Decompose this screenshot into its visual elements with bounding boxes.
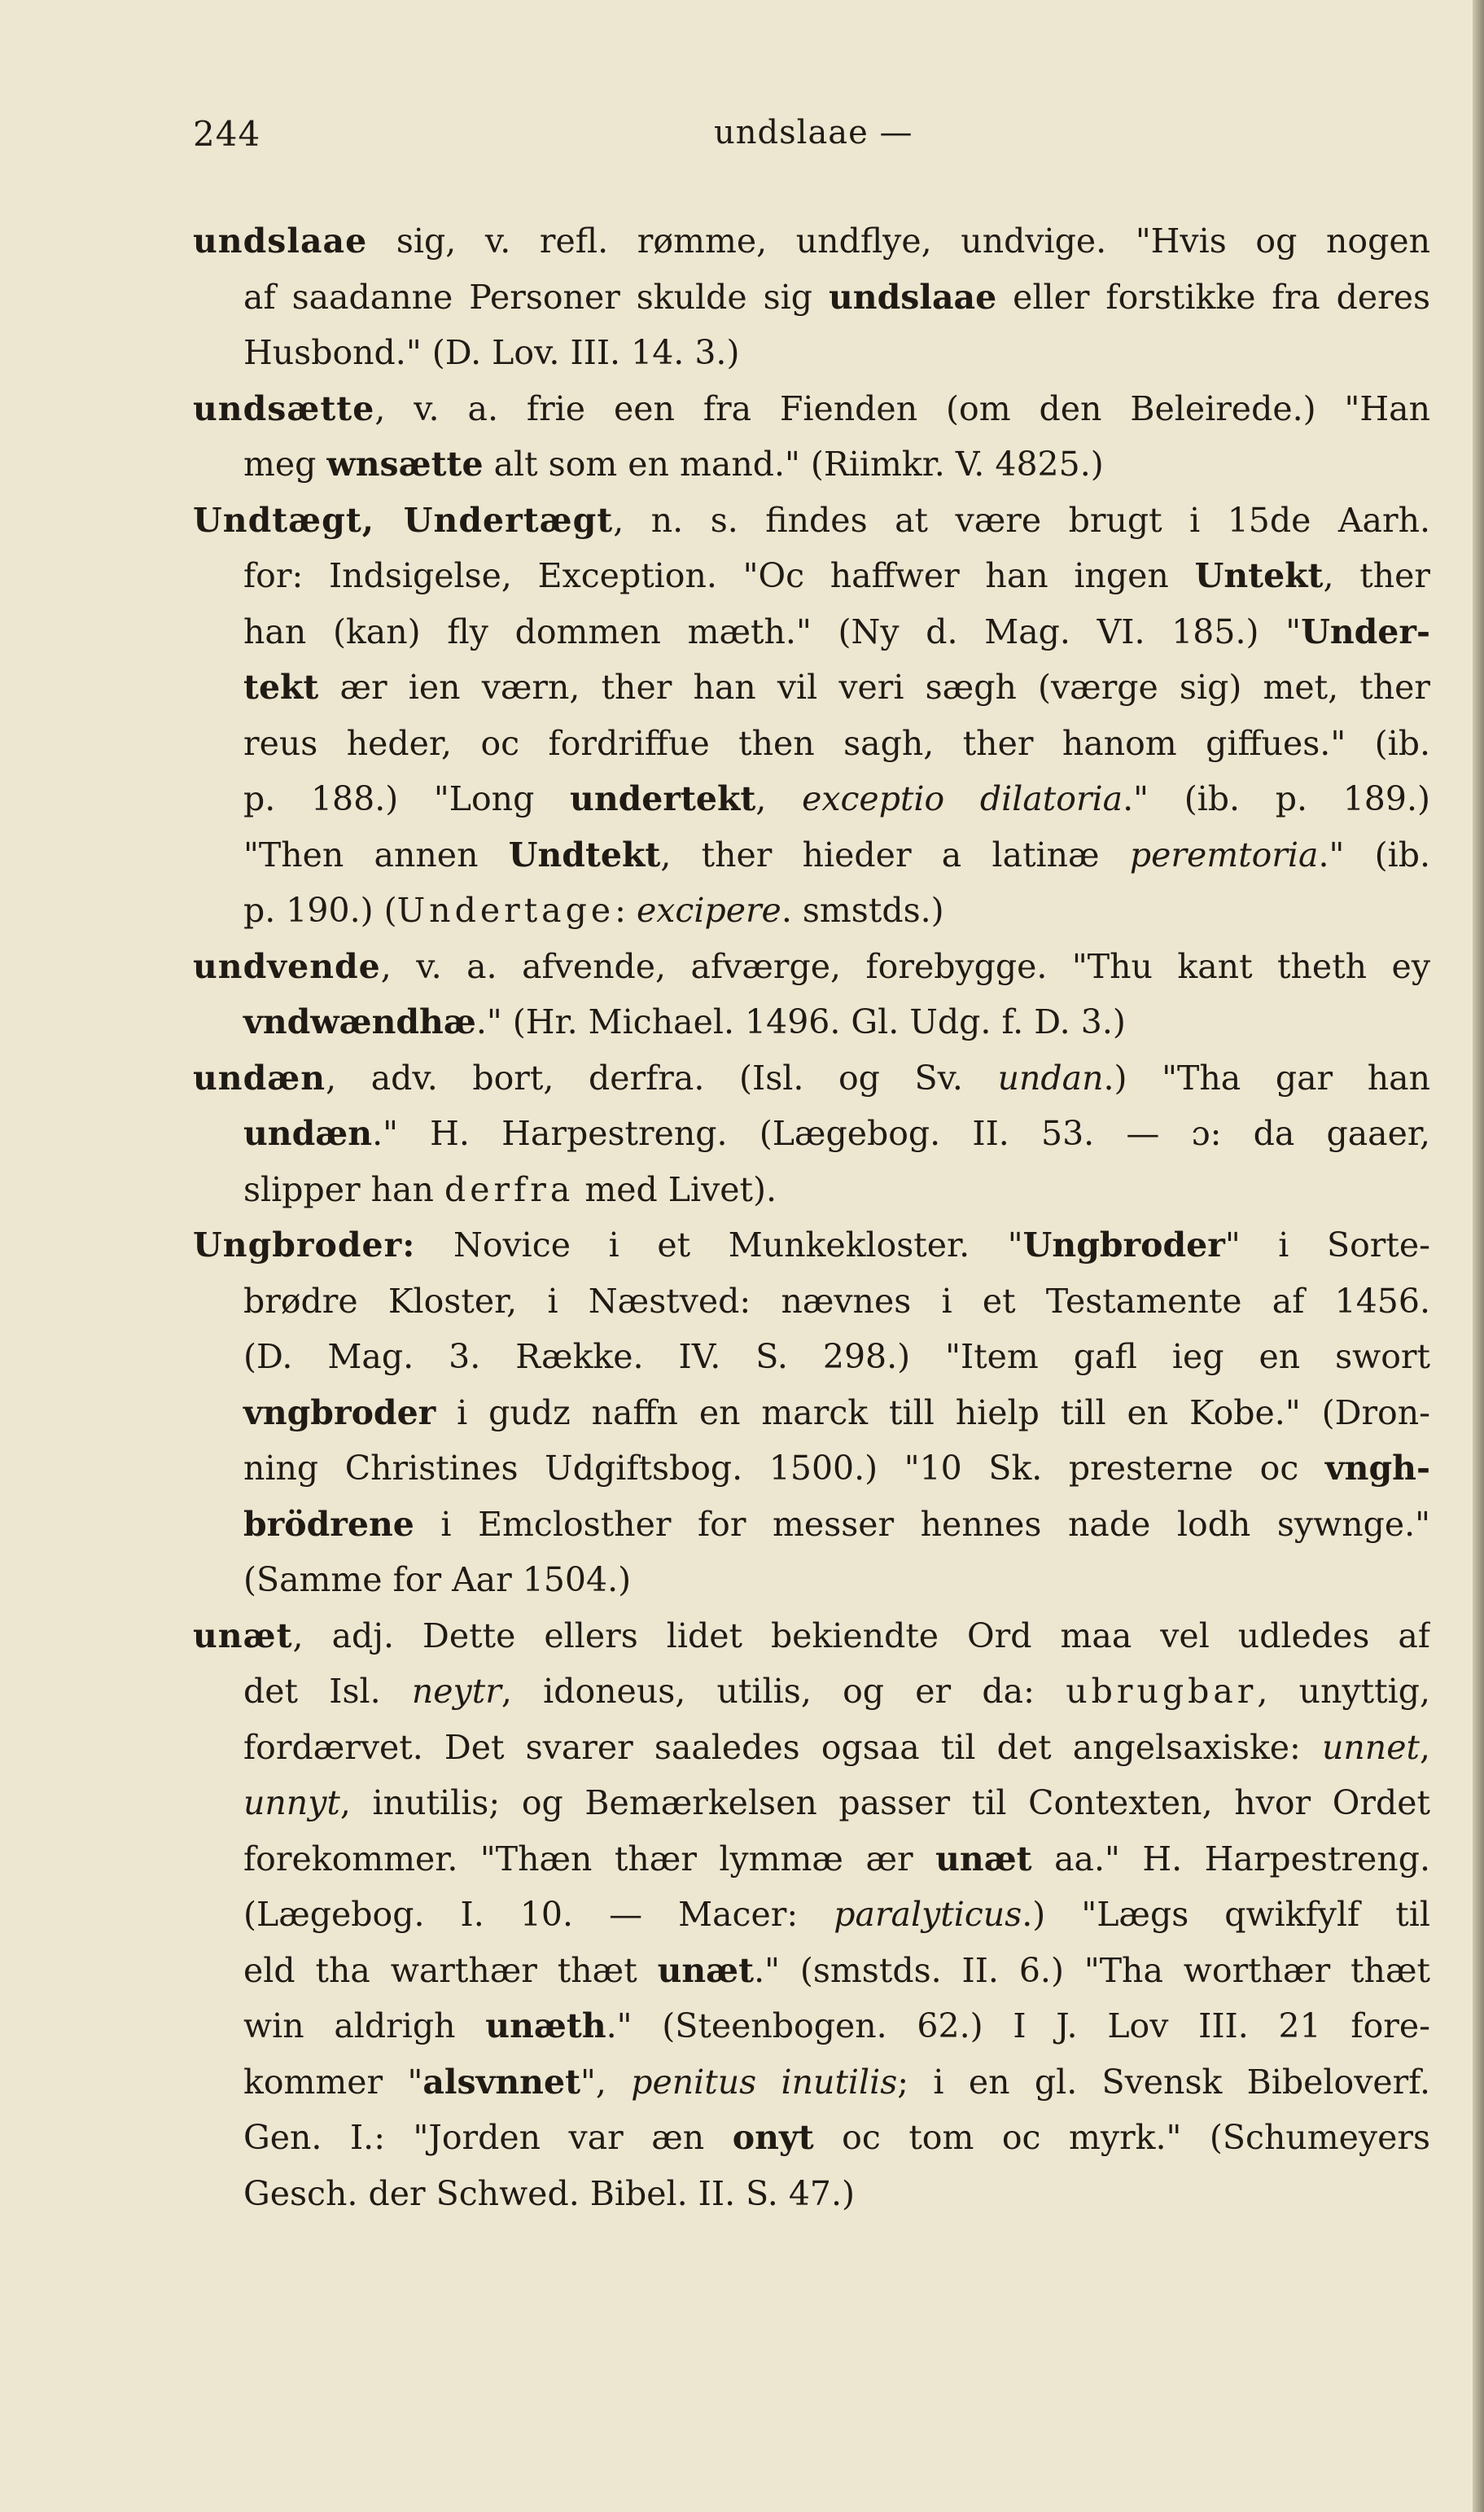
quoted-form: undæn (243, 1114, 373, 1153)
entry-text: fordærvet. Det svarer saaledes ogsaa til det angelsaxiske: (243, 1727, 1322, 1767)
text-line (193, 1274, 1430, 1330)
quoted-form: tekt (243, 668, 319, 707)
headword: unæt (193, 1615, 293, 1655)
entry-text: , (1419, 1727, 1430, 1767)
entry-text: aa." H. Harpestreng. (1031, 1839, 1430, 1879)
entry-text: eller forstikke fra deres (996, 277, 1430, 317)
entry-text: brødre Kloster, i Næstved: nævnes i et Testamente af 1456. (243, 1281, 1430, 1321)
latin-term: undan (997, 1058, 1104, 1098)
latin-term: paralyticus (834, 1895, 1022, 1934)
entry-text: Gen. I.: "Jorden var æn (243, 2118, 733, 2157)
text-line (193, 381, 1430, 437)
headword: undvende (193, 946, 381, 986)
text-line (193, 213, 1430, 270)
entry-text: oc tom oc myrk." (Schumeyers (813, 2118, 1430, 2157)
text-line (193, 1497, 1430, 1553)
text-line (193, 1720, 1430, 1776)
text-line (193, 883, 1430, 939)
entry-text: eld tha warthær thæt (243, 1950, 658, 1990)
headword: Undtægt, Undertægt (193, 500, 614, 540)
entry-text: , n. s. findes at være brugt i 15de Aarh. (613, 500, 1430, 540)
text-line (193, 1775, 1430, 1831)
text-line (193, 1887, 1430, 1943)
entry-text: p. 190.) ( (243, 891, 397, 930)
entry-text: win aldrigh (243, 2006, 486, 2045)
quoted-form: Untekt (1194, 556, 1324, 595)
entry-text: (D. Mag. 3. Række. IV. S. 298.) "Item gafl ieg en swort (243, 1337, 1430, 1376)
quoted-form: vngh- (1324, 1449, 1430, 1488)
entry-text: med Livet). (574, 1169, 777, 1209)
quoted-form: unæt (657, 1950, 755, 1990)
text-line (193, 994, 1430, 1050)
entry-text: Husbond." (D. Lov. III. 14. 3.) (243, 333, 740, 372)
text-line (193, 1943, 1430, 1999)
entry-text: , adj. Dette ellers lidet bekiendte Ord maa vel udledes af (292, 1615, 1430, 1655)
entry-text: (Lægebog. I. 10. — Macer: (243, 1895, 834, 1934)
entry-text: forekommer. "Thæn thær lymmæ ær (243, 1839, 936, 1879)
quoted-form: undslaae (829, 277, 997, 317)
text-line (193, 660, 1430, 716)
entry-text: ." H. Harpestreng. (Lægebog. II. 53. — ɔ: da gaaer, (372, 1114, 1430, 1153)
entry-text: ." (ib. (1318, 835, 1430, 875)
latin-term: penitus inutilis (631, 2062, 898, 2102)
entry-text: ", (580, 2062, 632, 2102)
entry-text: Novice i et Munkekloster. " (415, 1225, 1023, 1265)
page-number: 244 (193, 114, 261, 154)
text-line (193, 1050, 1430, 1107)
entry-text: ." (ib. p. 189.) (1123, 779, 1430, 818)
text-line (193, 939, 1430, 995)
entry-text: ær ien værn, ther han vil veri sægh (værge sig) met, ther (318, 668, 1430, 707)
entry-text: det Isl. (243, 1672, 412, 1711)
entry-text: kommer " (243, 2062, 423, 2102)
entry-text: ." (Hr. Michael. 1496. Gl. Udg. f. D. 3.) (475, 1002, 1126, 1041)
entry-text: , v. a. frie een fra Fienden (om den Beleirede.) "Han (374, 388, 1430, 428)
entry-text: ." (smstds. II. 6.) "Tha worthær thæt (754, 1950, 1430, 1990)
entry-text: , inutilis; og Bemærkelsen passer til Contexten, hvor Ordet (339, 1783, 1430, 1822)
latin-term: exceptio dilatoria (802, 779, 1123, 818)
entry-text: : (615, 891, 637, 930)
entry-text: , ther hieder a latinæ (660, 835, 1130, 875)
entry-text: sig, v. refl. rømme, undflye, undvige. "Hvis og nogen (367, 221, 1430, 261)
entry-text: af saadanne Personer skulde sig (243, 277, 829, 317)
text-line (193, 270, 1430, 326)
text-line (193, 1385, 1430, 1441)
headword: Ungbroder: (193, 1225, 416, 1265)
quoted-form: vndwændhæ (243, 1002, 476, 1041)
quoted-form: brödrene (243, 1504, 414, 1544)
entry-text: , adv. bort, derfra. (Isl. og Sv. (326, 1058, 998, 1098)
quoted-form: wnsætte (326, 445, 484, 484)
quoted-form: Undtekt (508, 835, 661, 875)
quoted-form: alsvnnet (422, 2062, 581, 2102)
text-line (193, 1106, 1430, 1162)
quoted-form: undertekt (570, 779, 756, 818)
entry-text: " i Sorte- (1224, 1225, 1430, 1265)
text-line (193, 1831, 1430, 1887)
entry-text: .) "Lægs qwikfylf til (1022, 1895, 1430, 1934)
spaced-term: Undertage (396, 891, 615, 930)
text-line (193, 2110, 1430, 2166)
entry-text: .) "Tha gar han (1103, 1058, 1430, 1098)
page-header (193, 114, 1430, 163)
spaced-term: ubrugbar (1066, 1672, 1258, 1711)
text-line (193, 325, 1430, 381)
latin-term: neytr (411, 1672, 501, 1711)
text-line (193, 436, 1430, 493)
entry-text: ; i en gl. Svensk Bibeloverf. (897, 2062, 1430, 2102)
text-line (193, 1664, 1430, 1720)
text-line (193, 2054, 1430, 2111)
headword: undslaae (193, 221, 368, 261)
entry-text: ." (Steenbogen. 62.) I J. Lov III. 21 fore- (606, 2006, 1430, 2045)
text-line (193, 1440, 1430, 1497)
entry-text: , idoneus, utilis, og er da: (501, 1672, 1066, 1711)
entry-text: (Samme for Aar 1504.) (243, 1560, 632, 1599)
entry-text: p. 188.) "Long (243, 779, 571, 818)
latin-term: excipere (636, 891, 781, 930)
quoted-form: Ungbroder (1022, 1225, 1225, 1265)
text-line (193, 1162, 1430, 1218)
text-line (193, 771, 1430, 827)
dictionary-entries (193, 213, 1430, 2221)
text-line (193, 716, 1430, 772)
text-line (193, 548, 1430, 604)
quoted-form: vngbroder (243, 1392, 436, 1432)
entry-text: slipper han (243, 1169, 444, 1209)
entry-text: Gesch. der Schwed. Bibel. II. S. 47.) (243, 2173, 856, 2213)
quoted-form: onyt (732, 2118, 814, 2157)
entry-text: alt som en mand." (Riimkr. V. 4825.) (483, 445, 1104, 484)
text-line (193, 1998, 1430, 2054)
latin-term: peremtoria (1129, 835, 1319, 875)
quoted-form: unæt (935, 1839, 1032, 1879)
entry-text: "Then annen (243, 835, 509, 875)
headword: undsætte (193, 388, 375, 428)
entry-text: meg (243, 445, 327, 484)
entry-text: han (kan) fly dommen mæth." (Ny d. Mag. VI. 185.) " (243, 612, 1302, 651)
entry-text: , unyttig, (1257, 1672, 1430, 1711)
quoted-form: Under- (1301, 612, 1430, 651)
text-line (193, 1608, 1430, 1664)
text-line (193, 493, 1430, 549)
entry-text: for: Indsigelse, Exception. "Oc haffwer han ingen (243, 556, 1195, 595)
entry-text: , ther (1323, 556, 1430, 595)
text-line (193, 827, 1430, 883)
text-line (193, 2166, 1430, 2222)
entry-text: i gudz naffn en marck till hielp till en Kobe." (Dron- (436, 1392, 1430, 1432)
text-line (193, 1329, 1430, 1385)
quoted-form: unæth (485, 2006, 606, 2045)
headword: undæn (193, 1058, 326, 1098)
entry-text: , v. a. afvende, afværge, forebygge. "Thu kant theth ey (380, 946, 1430, 986)
latin-term: unnyt (243, 1783, 340, 1822)
running-head: undslaae — (714, 114, 913, 151)
spaced-term: derfra (444, 1169, 575, 1209)
latin-term: unnet (1321, 1727, 1420, 1767)
text-line (193, 1217, 1430, 1274)
entry-text: , (755, 779, 803, 818)
page-edge-shadow (1473, 0, 1484, 2512)
text-line (193, 1552, 1430, 1608)
entry-text: reus heder, oc fordriffue then sagh, ther hanom giffues." (ib. (243, 723, 1430, 763)
entry-text: . smstds.) (781, 891, 944, 930)
text-line (193, 604, 1430, 660)
entry-text: i Emclosther for messer hennes nade lodh sywnge." (414, 1504, 1430, 1544)
entry-text: ning Christines Udgiftsbog. 1500.) "10 Sk. presterne oc (243, 1449, 1325, 1488)
